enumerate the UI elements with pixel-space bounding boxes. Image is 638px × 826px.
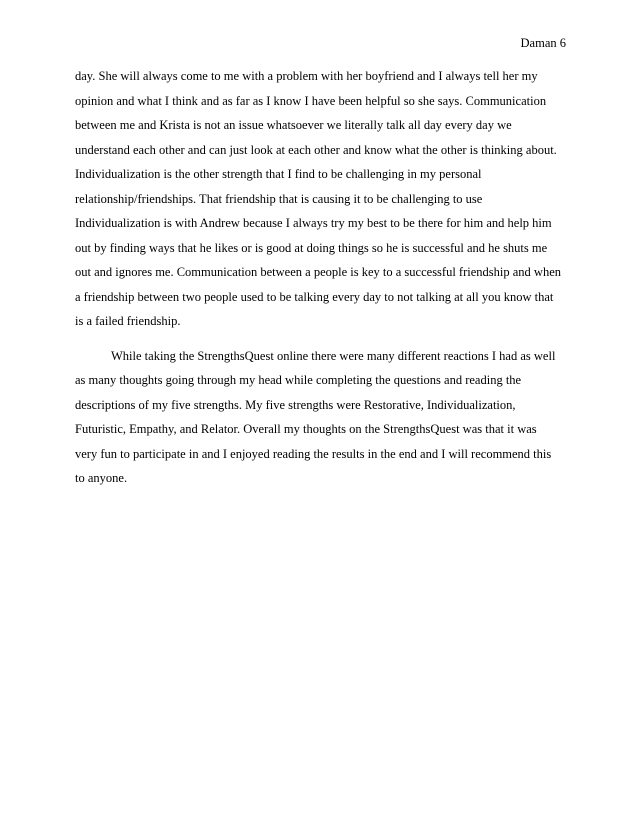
text-line: understand each other and can just look at each other and know what the other is thinking about. (75, 142, 557, 157)
body-text (75, 64, 575, 491)
paragraph-2 (75, 344, 575, 491)
text-line: descriptions of my five strengths. My five strengths were Restorative, Individualization, (75, 397, 516, 412)
text-line: a friendship between two people used to be talking every day to not talking at all you know that (75, 289, 554, 304)
text-line: While taking the StrengthsQuest online there were many different reactions I had as well (111, 348, 556, 363)
text-line: out by finding ways that he likes or is good at doing things so he is successful and he shuts me (75, 240, 548, 255)
text-line: is a failed friendship. (75, 314, 181, 328)
text-line: Individualization is with Andrew because I always try my best to be there for him and help him (75, 216, 552, 230)
text-line: Individualization is the other strength that I find to be challenging in my personal (75, 167, 482, 181)
paragraph-1 (75, 64, 575, 334)
text-line: as many thoughts going through my head while completing the questions and reading the (75, 373, 522, 387)
text-line: to anyone. (75, 471, 128, 485)
text-line: relationship/friendships. That friendship that is causing it to be challenging to use (75, 191, 483, 206)
running-header: Daman 6 (520, 36, 566, 50)
text-line: day. She will always come to me with a problem with her boyfriend and I always tell her my (75, 69, 538, 83)
text-line: out and ignores me. Communication between a people is key to a successful friendship and when (75, 265, 561, 279)
text-line: between me and Krista is not an issue whatsoever we literally talk all day every day we (75, 118, 512, 132)
text-line: Futuristic, Empathy, and Relator. Overall my thoughts on the StrengthsQuest was that it was (75, 422, 537, 436)
text-line: opinion and what I think and as far as I know I have been helpful so she says. Communication (75, 93, 547, 108)
paragraph-spacer (75, 334, 575, 344)
text-line: very fun to participate in and I enjoyed reading the results in the end and I will recommend this (75, 446, 552, 461)
